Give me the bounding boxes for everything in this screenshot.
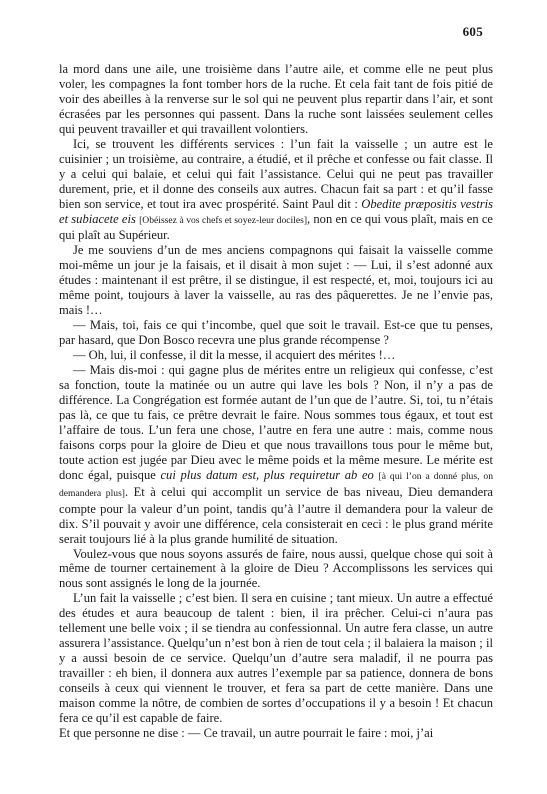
body-text bbox=[59, 62, 493, 741]
paragraph-continuation: la mord dans une aile, une troisième dans l’autre aile, et comme elle ne peut plus voler, les compagnes la font tomber hors de la ruche. Et cela fait tant de fois pitié de voir des abeilles à la renverse sur le sol qui ne peuvent plus repartir dans l’air, et sont écrasées par les personnes qui passent. Dans la ruche sont laissées seulement celles qui peuvent travailler et qui travaillent volontiers. bbox=[59, 62, 493, 136]
paragraph-dialogue: — Mais, toi, fais ce qui t’incombe, quel que soit le travail. Est-ce que tu penses, par hasard, que Don Bosco recevra une plus grande récompense ? bbox=[59, 318, 493, 348]
latin-quote: cui plus datum est, plus requiretur ab eo bbox=[160, 467, 374, 482]
paragraph-services bbox=[59, 137, 493, 244]
page-number: 605 bbox=[462, 24, 483, 39]
paragraph-final: Et que personne ne dise : — Ce travail, un autre pourrait le faire : moi, j’ai bbox=[59, 725, 434, 740]
paragraph-text: — Mais dis-moi : qui gagne plus de mérites entre un religieux qui confesse, c’est sa fonction, toute la matinée ou un autre qui lave les bols ? Non, il n’y a pas de différence. La Congrégation est formée autant de l’un que de l’autre. Si, toi, tu n’étais pas là, ce que tu fais, ce prêtre devrait le faire. Nous sommes tous égaux, et tout est l’affaire de tous. L’un fera une chose, l’autre en fera une autre : mais, comme nous faisons corps pour la gloire de Dieu et que nous travaillons tous pour le même but, toute action est jugée par Dieu avec le même poids et la même mesure. Le mérite est donc égal, puisque bbox=[59, 363, 493, 482]
quote-translation: [Obéissez à vos chefs et soyez-leur dociles] bbox=[139, 214, 308, 226]
quote-translation: [à qui l’on a donné plus, on demandera plus] bbox=[59, 470, 493, 499]
latin-quote: Obedite præpositis vestris et subiacete eis bbox=[59, 196, 493, 226]
paragraph-text: , non en ce qui vous plaît, mais en ce qui plaît au Supérieur. bbox=[59, 211, 493, 243]
paragraph-merits bbox=[59, 363, 493, 546]
paragraph-text: . Et à celui qui accomplit un service de bas niveau, Dieu demandera compte pour la valeur d’un point, tandis qu’à l’autre il demandera pour la valeur de dix. S’il pouvait y avoir une différence, cela consisterait en ceci : le plus grand mérite serait toujours lié à la plus grande humilité de situation. bbox=[59, 484, 493, 546]
paragraph-text: Ici, se trouvent les différents services : l’un fait la vaisselle ; un autre est le cuisinier ; un troisième, au contraire, a étudié, et il prêche et confesse ou fait classe. Il y a celui qui balaie, et celui qui fait l’assistance. Celui qui ne peut pas travailler durement, prie, et il donne des conseils aux autres. Chacun fait sa part : et qu’il fasse bien son service, et tout ira avec prospérité. Saint Paul dit : bbox=[59, 136, 493, 211]
paragraph-assurance: Voulez-vous que nous soyons assurés de faire, nous aussi, quelque chose qui soit à même de tourner certainement à la gloire de Dieu ? Accomplissons les services qui nous sont assignés le long de la journée. bbox=[59, 546, 493, 591]
paragraph-tasks: L’un fait la vaisselle ; c’est bien. Il sera en cuisine ; tant mieux. Un autre a effectué des études et aura beaucoup de talent : bien, il ira prêcher. Celui-ci n’aura pas tellement une belle voix ; il se tiendra au confessionnal. Un autre fera classe, un autre assurera l’assistance. Quelqu’un n’est bon à rien de tout cela ; il balaiera la maison ; il y a aussi besoin de ce service. Quelqu’un d’autre sera maladif, il ne pourra pas travailler : eh bien, il donnera aux autres l’exemple par sa patience, donnera de bons conseils à ceux qui viennent le trouver, et fera sa part de cette manière. Dans une maison comme la nôtre, de combien de sortes d’occupations il y a besoin ! Et chacun fera ce qu’il est capable de faire. bbox=[59, 591, 493, 725]
paragraph-memory: Je me souviens d’un de mes anciens compagnons qui faisait la vaisselle comme moi-même un jour je la faisais, et il disait à mon sujet : — Lui, il s’est adonné aux études : maintenant il est prêtre, il se distingue, il est respecté, et, moi, toujours ici au même point, toujours à laver la vaisselle, au ras des pâquerettes. Je ne l’envie pas, mais !… bbox=[59, 243, 493, 318]
paragraph-dialogue: — Oh, lui, il confesse, il dit la messe, il acquiert des mérites !… bbox=[73, 348, 396, 363]
